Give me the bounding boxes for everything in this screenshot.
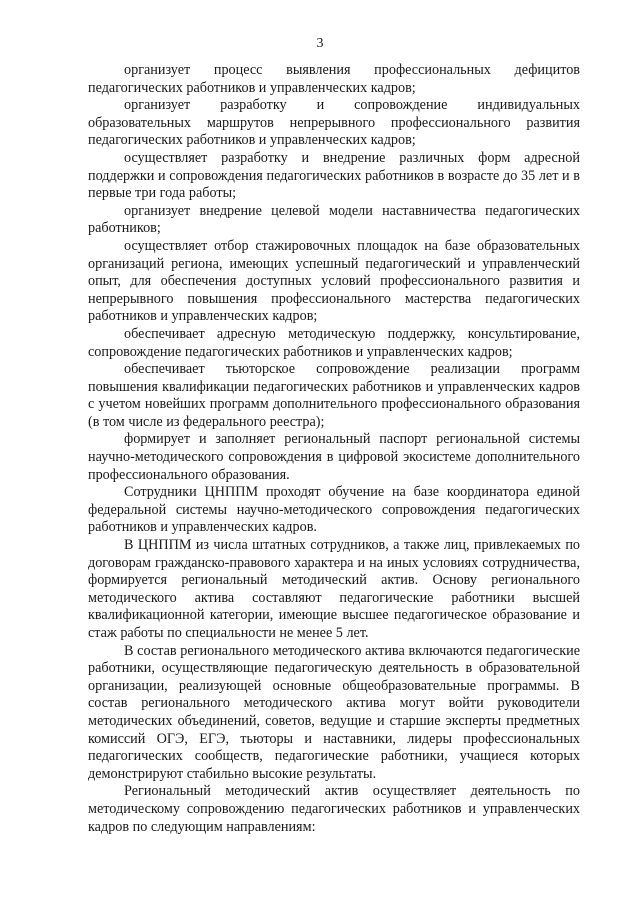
paragraph-individual-routes: организует разработку и сопровождение индивидуальных образовательных маршрутов непрерывного профессионального развития педагогических работников и управленческих кадров; — [88, 97, 580, 149]
paragraph-methodical-asset: В ЦНППМ из числа штатных сотрудников, а также лиц, привлекаемых по договорам гражданско-правового характера и на иных условиях сотрудничества, формируется региональный методический актив. Основу регионального методического актива составляют педагогические работники высшей квалификационной категории, имеющие высшее педагогическое образование и стаж работы по специальности не менее 5 лет. — [88, 537, 580, 641]
paragraph-methodical-support: обеспечивает адресную методическую поддержку, консультирование, сопровождение педагогических работников и управленческих кадров; — [88, 325, 580, 360]
paragraph-deficits: организует процесс выявления профессиональных дефицитов педагогических работников и управленческих кадров; — [88, 62, 580, 96]
paragraph-targeted-support: осуществляет разработку и внедрение различных форм адресной поддержки и сопровождения педагогических работников в возрасте до 35 лет и в первые три года работы; — [88, 149, 580, 202]
body-text — [88, 62, 580, 836]
paragraph-asset-directions: Региональный методический актив осуществляет деятельность по методическому сопровождению педагогических работников и управленческих кадров по следующим направлениям: — [88, 783, 580, 835]
paragraph-tutor-support: обеспечивает тьюторское сопровождение реализации программ повышения квалификации педагогических работников и управленческих кадров с учетом новейших программ дополнительного профессионального образования (в том числе из федерального реестра); — [88, 361, 580, 430]
paragraph-staff-training: Сотрудники ЦНППМ проходят обучение на базе координатора единой федеральной системы научно-методического сопровождения педагогических работников и управленческих кадров. — [88, 484, 580, 536]
page-number: 3 — [316, 36, 324, 51]
paragraph-mentoring-model: организует внедрение целевой модели наставничества педагогических работников; — [88, 202, 580, 237]
paragraph-internship-sites: осуществляет отбор стажировочных площадок на базе образовательных организаций региона, имеющих успешный педагогический и управленческий опыт, для обеспечения доступных условий профессионального развития и непрерывного повышения профессионального мастерства педагогических работников и управленческих кадров; — [88, 237, 580, 325]
paragraph-regional-passport: формирует и заполняет региональный паспорт региональной системы научно-методического сопровождения в цифровой экосистеме дополнительного профессионального образования. — [88, 431, 580, 483]
paragraph-asset-composition: В состав регионального методического актива включаются педагогические работники, осуществляющие педагогическую деятельность в образовательной организации, реализующей основные общеобразовательные программы. В состав регионального методического актива могут войти руководители методических объединений, советов, ведущие и старшие эксперты предметных комиссий ОГЭ, ЕГЭ, тьюторы и наставники, лидеры профессиональных педагогических сообществ, педагогические работники, учащиеся которых демонстрируют стабильно высокие результаты. — [88, 642, 580, 782]
